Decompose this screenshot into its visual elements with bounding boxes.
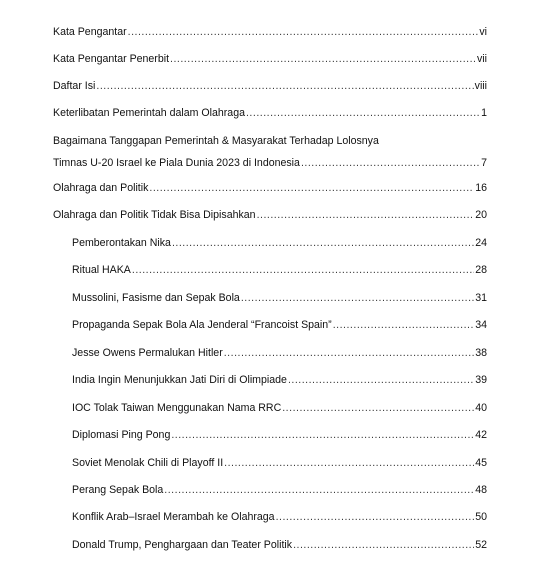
toc-entry-title: Propaganda Sepak Bola Ala Jenderal “Francoist Spain” [72, 319, 332, 331]
toc-subentry [72, 510, 487, 524]
toc-entry-page: 39 [475, 374, 487, 386]
toc-subentry [72, 428, 487, 442]
toc-entry [53, 106, 487, 120]
toc-entry-title: Donald Trump, Penghargaan dan Teater Politik [72, 539, 293, 551]
toc-leader-dots [224, 456, 474, 470]
toc-leader-dots [293, 538, 474, 552]
toc-entry-title: Jesse Owens Permalukan Hitler [72, 347, 223, 359]
toc-entry-page: 28 [475, 264, 487, 276]
toc-leader-dots [170, 52, 476, 66]
toc-entry-page: 42 [475, 429, 487, 441]
toc-leader-dots [257, 208, 475, 222]
toc-subentry [72, 373, 487, 387]
toc-entry-page: 24 [475, 237, 487, 249]
toc-entry-title: Konflik Arab–Israel Merambah ke Olahraga [72, 511, 275, 523]
toc-entry-page: viii [474, 80, 487, 92]
toc-entry-page: 52 [475, 539, 487, 551]
toc-leader-dots [164, 483, 474, 497]
toc-subentry [72, 236, 487, 250]
toc-entry [53, 181, 487, 195]
toc-leader-dots [282, 401, 474, 415]
toc-subentry [72, 346, 487, 360]
toc-entry-page: 20 [475, 209, 487, 221]
toc-entry [53, 25, 487, 39]
toc-entry-page: 16 [475, 182, 487, 194]
toc-entry-line2 [53, 156, 487, 170]
toc-entry-page: 48 [475, 484, 487, 496]
toc-leader-dots [333, 318, 474, 332]
toc-subentry [72, 483, 487, 497]
toc-entry-title: Pemberontakan Nika [72, 237, 171, 249]
toc-entry-title-line1: Bagaimana Tanggapan Pemerintah & Masyarakat Terhadap Lolosnya [53, 135, 379, 147]
toc-subentry [72, 538, 487, 552]
toc-entry-page: 45 [475, 457, 487, 469]
toc-leader-dots [246, 106, 480, 120]
toc-entry-page: 31 [475, 292, 487, 304]
toc-leader-dots [128, 25, 479, 39]
toc-subentry [72, 318, 487, 332]
toc-leader-dots [132, 263, 474, 277]
toc-entry [53, 79, 487, 93]
toc-entry-title: Olahraga dan Politik Tidak Bisa Dipisahkan [53, 209, 256, 221]
toc-subentry [72, 401, 487, 415]
toc-entry-page: vi [479, 26, 487, 38]
toc-entry [53, 208, 487, 222]
toc-entry-title: Daftar Isi [53, 80, 96, 92]
toc-leader-dots [288, 373, 474, 387]
toc-leader-dots [241, 291, 474, 305]
toc-entry-page: 40 [475, 402, 487, 414]
toc-leader-dots [301, 156, 480, 170]
toc-leader-dots [172, 236, 474, 250]
toc-entry-title: Kata Pengantar Penerbit [53, 53, 170, 65]
toc-leader-dots [276, 510, 475, 524]
toc-entry-title: Diplomasi Ping Pong [72, 429, 171, 441]
toc-entry-page: 1 [481, 107, 487, 119]
toc-entry-title: India Ingin Menunjukkan Jati Diri di Olimpiade [72, 374, 287, 386]
toc-entry-title: Keterlibatan Pemerintah dalam Olahraga [53, 107, 245, 119]
toc-entry-title: Soviet Menolak Chili di Playoff II [72, 457, 224, 469]
toc-entry [53, 52, 487, 66]
toc-entry-title: Perang Sepak Bola [72, 484, 164, 496]
toc-leader-dots [224, 346, 474, 360]
toc-entry-page: 38 [475, 347, 487, 359]
toc-entry-title: IOC Tolak Taiwan Menggunakan Nama RRC [72, 402, 282, 414]
toc-subentry [72, 291, 487, 305]
toc-entry-title: Olahraga dan Politik [53, 182, 149, 194]
toc-leader-dots [149, 181, 474, 195]
toc-leader-dots [171, 428, 474, 442]
toc-subentry [72, 263, 487, 277]
toc-entry-title-line2: Timnas U-20 Israel ke Piala Dunia 2023 di Indonesia [53, 157, 300, 169]
toc-entry-title: Mussolini, Fasisme dan Sepak Bola [72, 292, 240, 304]
toc-entry-page: 7 [481, 157, 487, 169]
toc-entry-multiline [53, 134, 487, 170]
toc-entry-page: 50 [475, 511, 487, 523]
toc-entry-page: vii [476, 53, 487, 65]
toc-entry-title: Ritual HAKA [72, 264, 131, 276]
toc-entry-page: 34 [475, 319, 487, 331]
toc-entry-title: Kata Pengantar [53, 26, 127, 38]
toc-leader-dots [96, 79, 473, 93]
toc-subentry [72, 456, 487, 470]
